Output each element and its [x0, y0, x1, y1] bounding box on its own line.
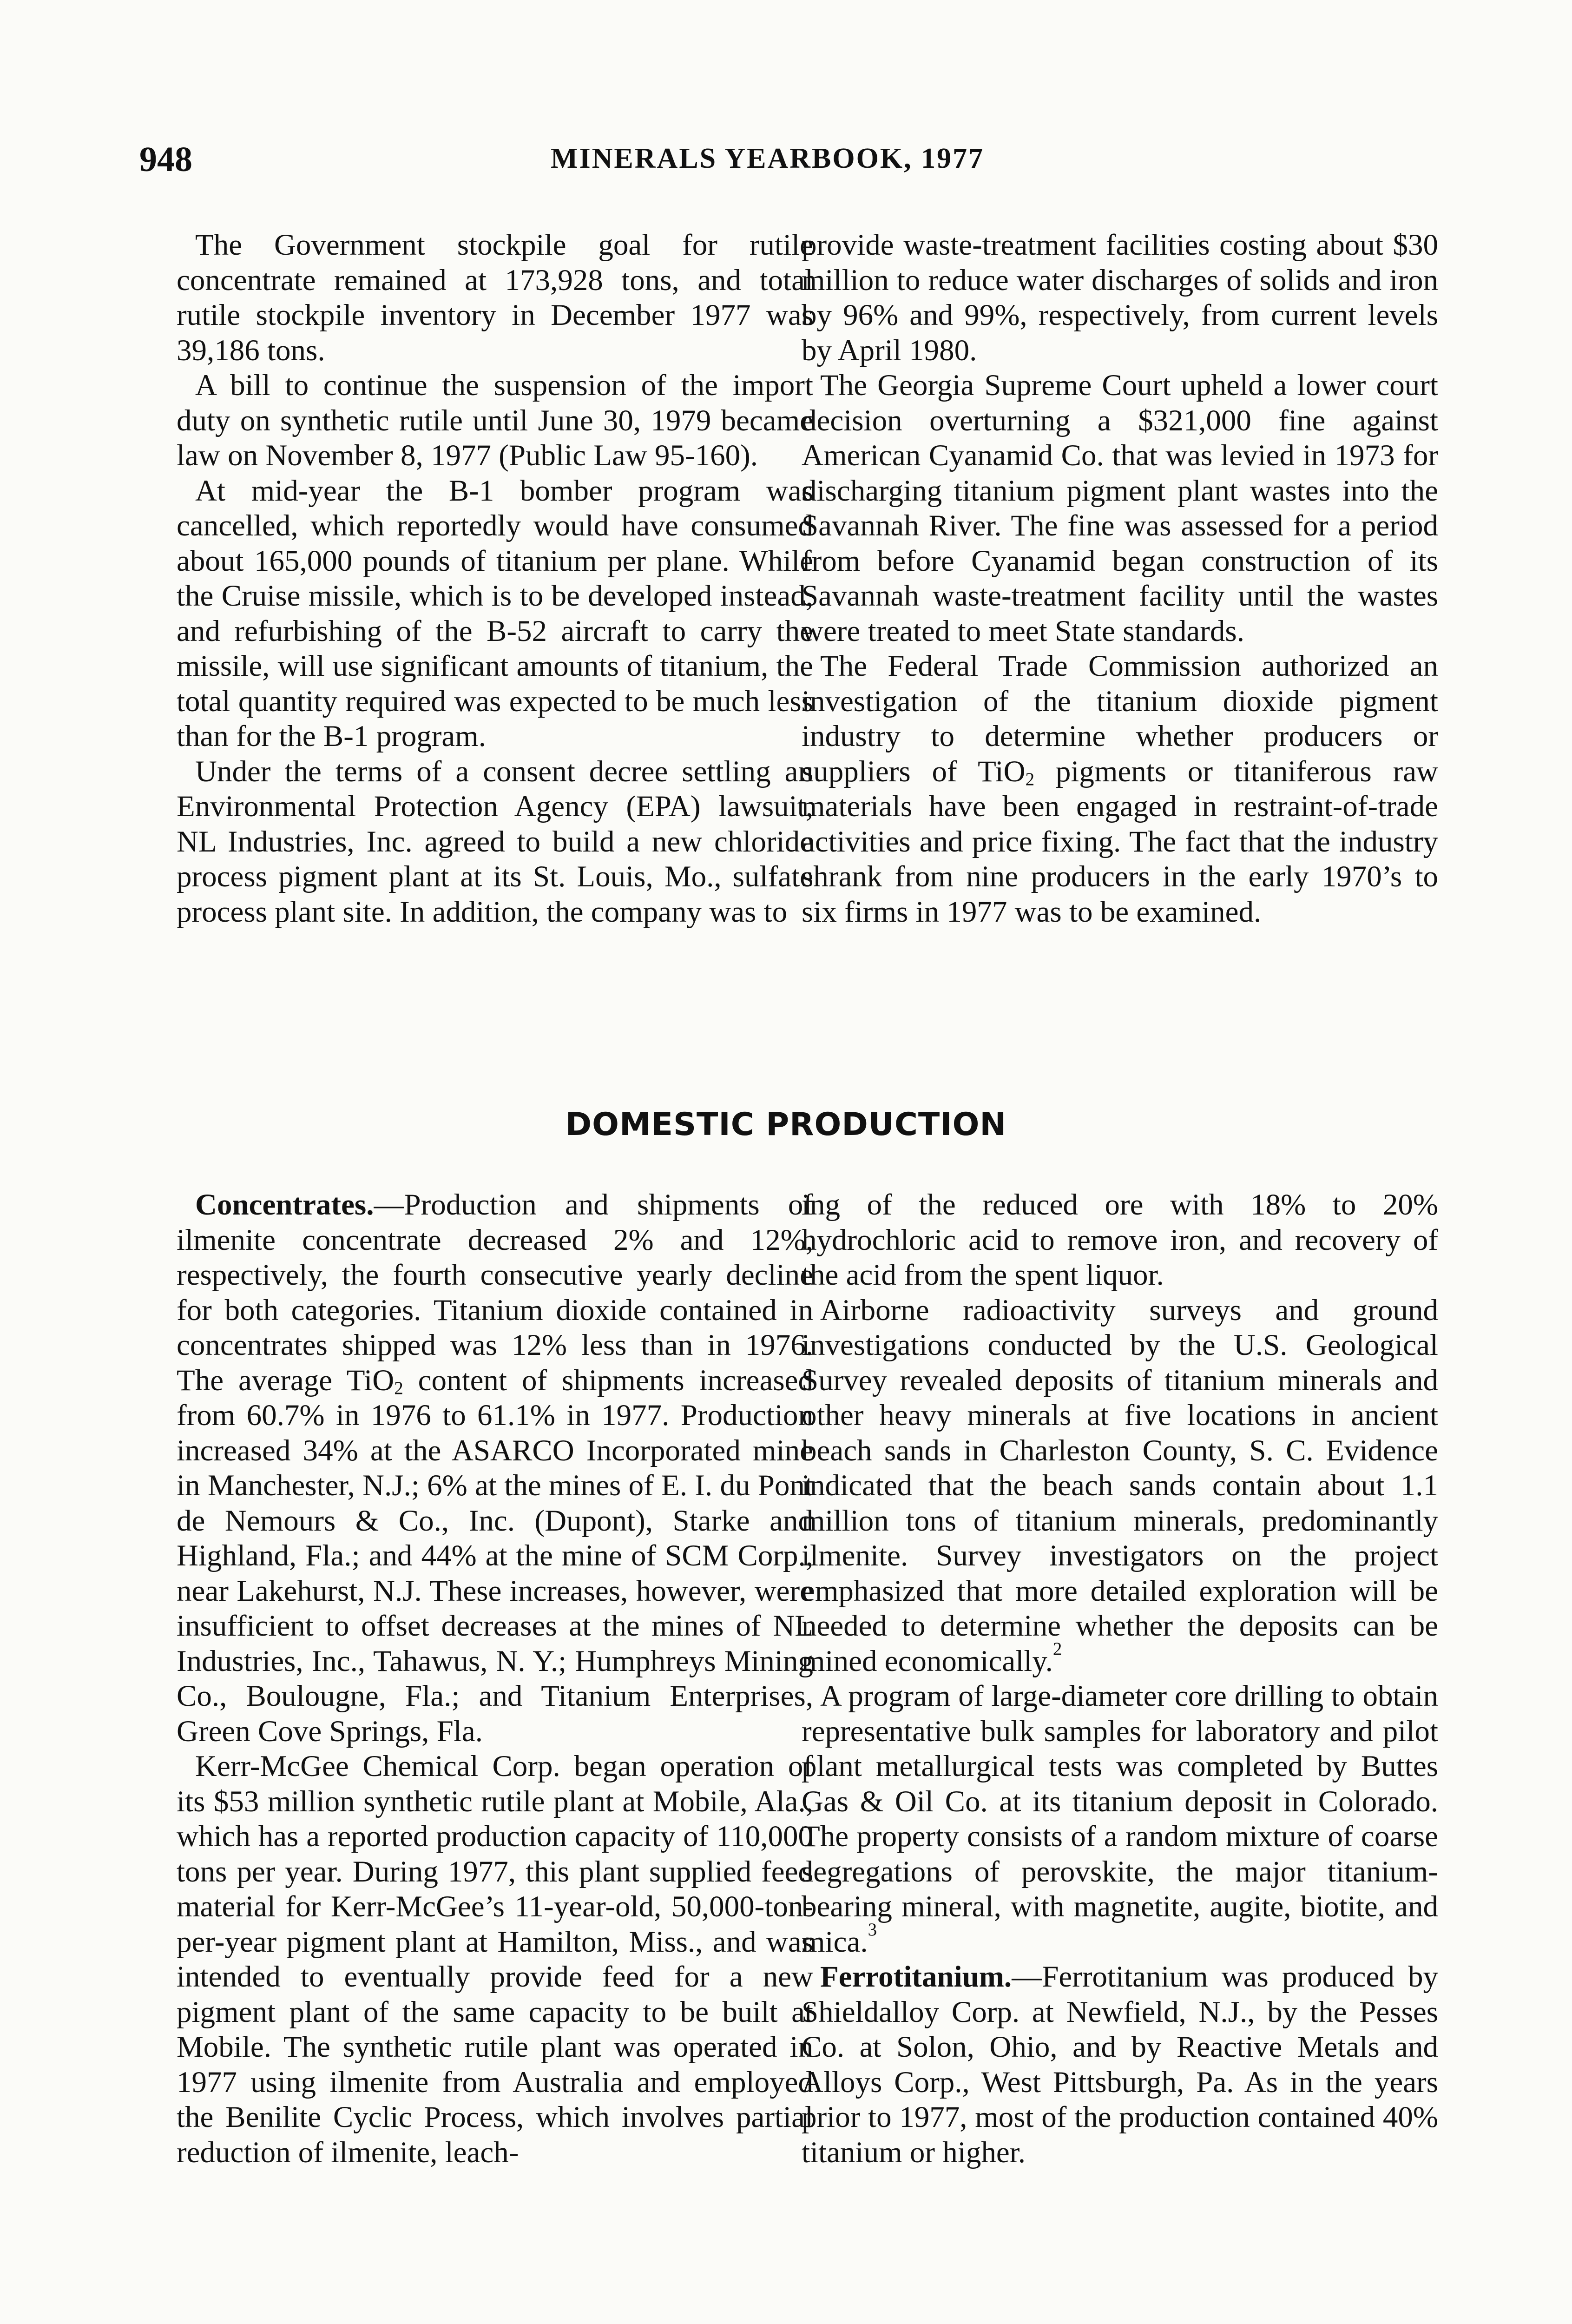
- paragraph-core-drilling: [802, 1679, 1438, 1960]
- paragraph-consent-decree: Under the terms of a consent decree settling an Environmental Protection Agency (EPA) lawsuit, NL Industries, Inc. agreed to build a new chloride process pigment plant at its St. Louis, Mo., sulfate process plant site. In addition, the company was to: [177, 754, 813, 929]
- ftc-text-part-2: pigments or titaniferous raw materials have been engaged in restraint-of-trade activities and price fixing. The fact that the industry shrank from nine producers in the early 1970’s to six firms in 1977 was to be examined.: [802, 754, 1438, 929]
- subscript-2: 2: [394, 1378, 403, 1398]
- paragraph-georgia-court: The Georgia Supreme Court upheld a lower court decision overturning a $321,000 fine against American Cyanamid Co. that was levied in 1973 for discharging titanium pigment plant wastes into the Savannah River. The fine was assessed for a period from before Cyanamid began construction of its Savannah waste-treatment facility until the wastes were treated to meet State standards.: [802, 369, 1438, 648]
- concentrates-text-part-2: content of shipments increased from 60.7% in 1976 to 61.1% in 1977. Production increased 34% at the ASARCO Incorporated mine in Manchester, N.J.; 6% at the mines of E. I. du Pont de Nemours & Co., Inc. (Dupont), Starke and Highland, Fla.; and 44% at the mine of SCM Corp., near Lakehurst, N.J. These increases, however, were insufficient to offset decreases at the mines of NL Industries, Inc., Tahawus, N. Y.; Humphreys Mining Co., Boulougne, Fla.; and Titanium Enterprises, Green Cove Springs, Fla.: [177, 1363, 813, 1748]
- column-top-left: [177, 228, 813, 930]
- section-heading-domestic-production: DOMESTIC PRODUCTION: [565, 1106, 1007, 1143]
- run-in-heading-concentrates: Concentrates.: [195, 1188, 374, 1221]
- column-bottom-right: [802, 1188, 1438, 2170]
- paragraph-ferrotitanium: [802, 1960, 1438, 2170]
- paragraph-benilite-continuation: ing of the reduced ore with 18% to 20% hydrochloric acid to remove iron, and recovery of the acid from the spent liquor.: [802, 1188, 1438, 1292]
- paragraph-ftc-investigation: [802, 649, 1438, 930]
- paragraph-b1-bomber: At mid-year the B-1 bomber program was cancelled, which reportedly would have consumed about 165,000 pounds of titanium per plane. While the Cruise missile, which is to be developed instead, and refurbishing of the B-52 aircraft to carry the missile, will use significant amounts of titanium, the total quantity required was expected to be much less than for the B-1 program.: [177, 474, 813, 753]
- ferrotitanium-text: —Ferrotitanium was produced by Shieldalloy Corp. at Newfield, N.J., by the Pesses Co. at Solon, Ohio, and by Reactive Metals and Alloys Corp., West Pittsburgh, Pa. As in the years prior to 1977, most of the production contained 40% titanium or higher.: [802, 1960, 1438, 2169]
- paragraph-concentrates: [177, 1188, 813, 1749]
- column-bottom-left: [177, 1188, 813, 2170]
- run-in-heading-ferrotitanium: Ferrotitanium.: [820, 1960, 1012, 1994]
- footnote-ref-3: 3: [868, 1919, 877, 1940]
- footnote-ref-2: 2: [1052, 1638, 1062, 1659]
- subscript-2: 2: [1025, 769, 1035, 789]
- paragraph-stockpile-goal: The Government stockpile goal for rutile concentrate remained at 173,928 tons, and total rutile stockpile inventory in December 1977 was 39,186 tons.: [177, 228, 813, 367]
- paragraph-import-duty-bill: A bill to continue the suspension of the import duty on synthetic rutile until June 30, 1979 became law on November 8, 1977 (Public Law 95-160).: [177, 369, 813, 472]
- page-number: 948: [139, 140, 192, 179]
- ftc-text-part-1: The Federal Trade Commission authorized an investigation of the titanium dioxide pigment industry to determine whether producers or suppliers of TiO: [802, 649, 1438, 788]
- column-top-right: [802, 228, 1438, 930]
- paragraph-airborne-surveys: [802, 1293, 1438, 1679]
- core-drilling-text: A program of large-diameter core drilling to obtain representative bulk samples for laboratory and pilot plant metallurgical tests was completed by Buttes Gas & Oil Co. at its titanium deposit in Colorado. The property consists of a random mixture of coarse segregations of perovskite, the major titanium-bearing mineral, with magnetite, augite, biotite, and mica.: [802, 1679, 1438, 1959]
- running-title: MINERALS YEARBOOK, 1977: [551, 143, 985, 174]
- page-header: [139, 139, 1468, 186]
- paragraph-kerr-mcgee: Kerr-McGee Chemical Corp. began operation of its $53 million synthetic rutile plant at Mobile, Ala., which has a reported production capacity of 110,000 tons per year. During 1977, this plant supplied feed material for Kerr-McGee’s 11-year-old, 50,000-ton-per-year pigment plant at Hamilton, Miss., and was intended to eventually provide feed for a new pigment plant of the same capacity to be built at Mobile. The synthetic rutile plant was operated in 1977 using ilmenite from Australia and employed the Benilite Cyclic Process, which involves partial reduction of ilmenite, leach-: [177, 1750, 813, 2169]
- concentrates-text-part-1: —Production and shipments of ilmenite concentrate decreased 2% and 12%, respectively, the fourth consecutive yearly decline for both categories. Titanium dioxide contained in concentrates shipped was 12% less than in 1976. The average TiO: [177, 1188, 813, 1397]
- paragraph-waste-treatment: provide waste-treatment facilities costing about $30 million to reduce water discharges of solids and iron by 96% and 99%, respectively, from current levels by April 1980.: [802, 228, 1438, 367]
- airborne-text: Airborne radioactivity surveys and ground investigations conducted by the U.S. Geological Survey revealed deposits of titanium minerals and other heavy minerals at five locations in ancient beach sands in Charleston County, S. C. Evidence indicated that the beach sands contain about 1.1 million tons of titanium minerals, predominantly ilmenite. Survey investigators on the project emphasized that more detailed exploration will be needed to determine whether the deposits can be mined economically.: [802, 1293, 1438, 1678]
